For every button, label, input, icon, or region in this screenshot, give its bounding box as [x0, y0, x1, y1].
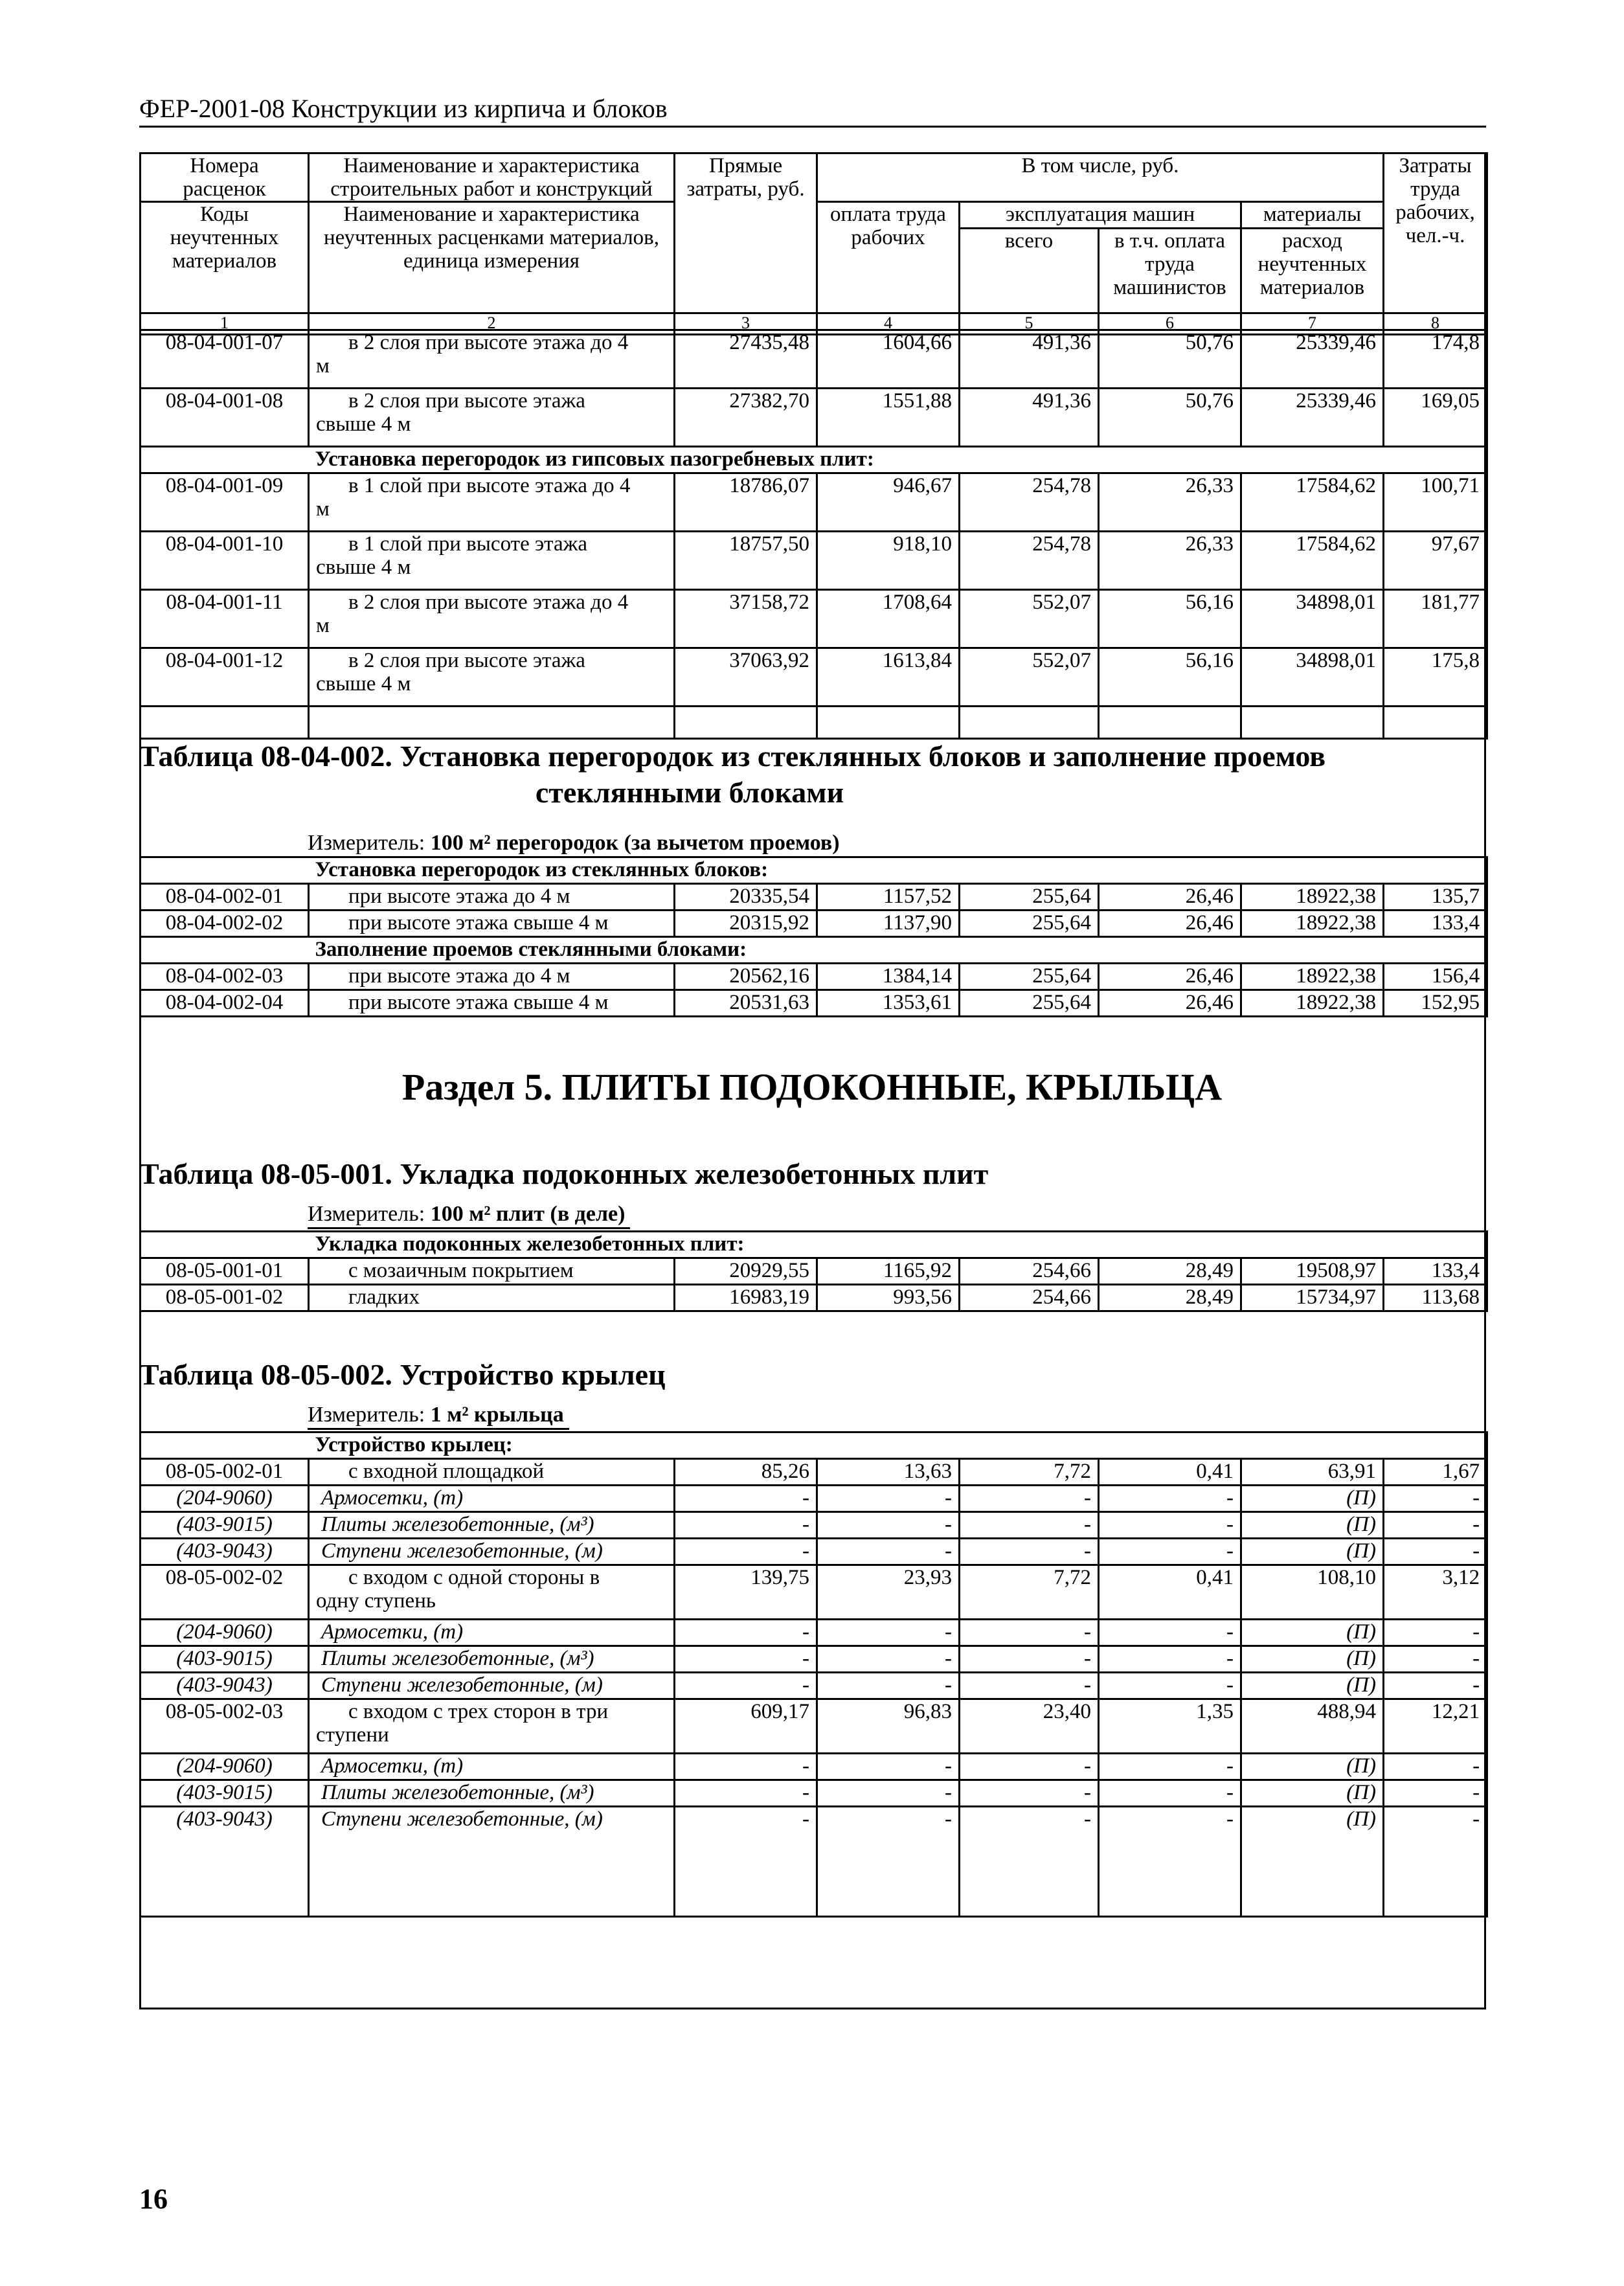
machinists-pay-value: 26,46: [1099, 990, 1241, 1017]
material-code: (204-9060): [141, 1754, 309, 1780]
material-row: [141, 1673, 1487, 1699]
subheader-text: Установка перегородок из гипсовых пазогребневых плит:: [309, 447, 1487, 473]
labor-cost-value: 12,21: [1384, 1699, 1487, 1754]
direct-costs-value: 20531,63: [675, 990, 817, 1017]
material-value: -: [1384, 1620, 1487, 1646]
machines-total-value: 552,07: [960, 590, 1099, 648]
header-machines: эксплуатация машин: [960, 202, 1241, 229]
header-including: В том числе, руб.: [817, 153, 1384, 202]
machines-total-value: 23,40: [960, 1699, 1099, 1754]
column-number: 5: [960, 313, 1099, 335]
header-code-bottom: Коды неучтенных материалов: [141, 202, 309, 313]
header-name-top: Наименование и характеристика строительных работ и конструкций: [309, 153, 675, 202]
machinists-pay-value: 26,46: [1099, 911, 1241, 937]
direct-costs-value: 20315,92: [675, 911, 817, 937]
header-code-top: Номера расценок: [141, 153, 309, 202]
rate-name: при высоте этажа до 4 м: [309, 964, 675, 990]
direct-costs-value: 18757,50: [675, 532, 817, 590]
machines-total-value: 255,64: [960, 990, 1099, 1017]
material-value: -: [960, 1486, 1099, 1512]
rate-code: 08-04-001-12: [141, 648, 309, 707]
material-value: (П): [1241, 1807, 1384, 1917]
table-row: [141, 532, 1487, 590]
rate-name-line: в 1 слой при высоте этажа до 4: [348, 474, 631, 497]
materials-value: 25339,46: [1241, 330, 1384, 389]
rate-name: с мозаичным покрытием: [309, 1258, 675, 1285]
material-row: [141, 1620, 1487, 1646]
table-row: [141, 473, 1487, 532]
material-row: [141, 1807, 1487, 1917]
rate-name-line: м: [316, 614, 330, 637]
subheader-text: Устройство крылец:: [309, 1432, 1487, 1459]
labor-pay-value: 13,63: [817, 1459, 960, 1486]
labor-cost-value: 135,7: [1384, 884, 1487, 911]
measure-value: 100 м² плит (в деле): [430, 1202, 626, 1226]
rate-code: 08-04-002-01: [141, 884, 309, 911]
labor-cost-value: 175,8: [1384, 648, 1487, 707]
material-name: Плиты железобетонные, (м³): [309, 1780, 675, 1807]
material-value: -: [1099, 1646, 1241, 1673]
material-value: -: [1099, 1673, 1241, 1699]
material-value: (П): [1241, 1539, 1384, 1565]
measure-unit: [308, 830, 845, 858]
section-title: Раздел 5. ПЛИТЫ ПОДОКОННЫЕ, КРЫЛЬЦА: [401, 1066, 1223, 1108]
material-code: (403-9015): [141, 1780, 309, 1807]
table-title-0805002: Таблица 08-05-002. Устройство крылец: [139, 1358, 666, 1391]
material-value: -: [817, 1754, 960, 1780]
column-number: 7: [1241, 313, 1384, 335]
machinists-pay-value: 56,16: [1099, 648, 1241, 707]
column-number: 4: [817, 313, 960, 335]
rate-name: при высоте этажа до 4 м: [309, 884, 675, 911]
material-value: -: [1384, 1512, 1487, 1539]
table-title-0804002: [139, 738, 1325, 811]
measure-value: 1 м² крыльца: [430, 1403, 564, 1427]
rate-name-line: м: [316, 354, 330, 378]
measure-prefix: Измеритель:: [308, 1202, 431, 1226]
material-row: [141, 1754, 1487, 1780]
machinists-pay-value: 28,49: [1099, 1258, 1241, 1285]
material-value: (П): [1241, 1620, 1384, 1646]
material-value: -: [1099, 1807, 1241, 1917]
material-value: -: [1099, 1512, 1241, 1539]
machinists-pay-value: 26,33: [1099, 473, 1241, 532]
measure-value: 100 м² перегородок (за вычетом проемов): [430, 831, 840, 855]
rates-table-0804001: [139, 329, 1488, 740]
labor-pay-value: 1353,61: [817, 990, 960, 1017]
machines-total-value: 255,64: [960, 911, 1099, 937]
rate-name: [309, 330, 675, 389]
table-title-line: стеклянными блоками: [535, 776, 844, 809]
subheader-row: [141, 937, 1487, 964]
material-code: (204-9060): [141, 1486, 309, 1512]
material-code: (403-9043): [141, 1673, 309, 1699]
rate-name-line: в 2 слоя при высоте этажа до 4: [348, 331, 629, 354]
rate-name-line: одну ступень: [316, 1589, 436, 1613]
material-value: -: [675, 1646, 817, 1673]
material-value: -: [817, 1673, 960, 1699]
material-name: Армосетки, (т): [309, 1486, 675, 1512]
rate-name: [309, 648, 675, 707]
rate-code: 08-04-001-08: [141, 389, 309, 447]
rate-code: 08-05-001-01: [141, 1258, 309, 1285]
machinists-pay-value: 26,46: [1099, 884, 1241, 911]
material-value: -: [960, 1754, 1099, 1780]
material-value: -: [817, 1807, 960, 1917]
spacer-row: [141, 707, 1487, 739]
material-value: -: [1384, 1780, 1487, 1807]
rates-table-0805002: [139, 1431, 1488, 1918]
labor-pay-value: 918,10: [817, 532, 960, 590]
rate-code: 08-04-001-11: [141, 590, 309, 648]
labor-pay-value: 1551,88: [817, 389, 960, 447]
labor-pay-value: 946,67: [817, 473, 960, 532]
materials-value: 15734,97: [1241, 1285, 1384, 1311]
labor-pay-value: 1604,66: [817, 330, 960, 389]
labor-cost-value: 133,4: [1384, 1258, 1487, 1285]
machines-total-value: 7,72: [960, 1459, 1099, 1486]
machines-total-value: 491,36: [960, 389, 1099, 447]
machines-total-value: 255,64: [960, 964, 1099, 990]
labor-pay-value: 993,56: [817, 1285, 960, 1311]
machinists-pay-value: 0,41: [1099, 1459, 1241, 1486]
table-row: [141, 1565, 1487, 1620]
rate-name-line: с входной площадкой: [348, 1460, 545, 1483]
materials-value: 63,91: [1241, 1459, 1384, 1486]
material-value: (П): [1241, 1512, 1384, 1539]
machinists-pay-value: 0,41: [1099, 1565, 1241, 1620]
table-row: [141, 990, 1487, 1017]
header-machinists-pay: в т.ч. оплата труда машинистов: [1099, 229, 1241, 313]
rate-code: 08-05-002-03: [141, 1699, 309, 1754]
material-value: -: [675, 1620, 817, 1646]
rate-code: 08-05-001-02: [141, 1285, 309, 1311]
table-row: [141, 1258, 1487, 1285]
labor-pay-value: 23,93: [817, 1565, 960, 1620]
table-row: [141, 330, 1487, 389]
machinists-pay-value: 28,49: [1099, 1285, 1241, 1311]
direct-costs-value: 20335,54: [675, 884, 817, 911]
rate-name-line: с входом с одной стороны в: [348, 1566, 600, 1589]
materials-value: 34898,01: [1241, 648, 1384, 707]
direct-costs-value: 37063,92: [675, 648, 817, 707]
material-code: (403-9015): [141, 1512, 309, 1539]
labor-cost-value: 113,68: [1384, 1285, 1487, 1311]
rate-name: при высоте этажа свыше 4 м: [309, 990, 675, 1017]
table-title-line: Таблица 08-04-002. Установка перегородок из стеклянных блоков и заполнение проемов: [139, 740, 1326, 773]
page-number: 16: [139, 2183, 168, 2215]
material-value: -: [817, 1486, 960, 1512]
rate-code: 08-04-001-09: [141, 473, 309, 532]
materials-value: 488,94: [1241, 1699, 1384, 1754]
rate-code: 08-05-002-02: [141, 1565, 309, 1620]
labor-cost-value: 169,05: [1384, 389, 1487, 447]
machines-total-value: 254,66: [960, 1258, 1099, 1285]
material-code: (204-9060): [141, 1620, 309, 1646]
labor-pay-value: 1613,84: [817, 648, 960, 707]
machinists-pay-value: 50,76: [1099, 330, 1241, 389]
material-name: Ступени железобетонные, (м): [309, 1539, 675, 1565]
machines-total-value: 552,07: [960, 648, 1099, 707]
material-value: -: [817, 1646, 960, 1673]
material-value: -: [960, 1673, 1099, 1699]
column-number: 6: [1099, 313, 1241, 335]
material-row: [141, 1780, 1487, 1807]
subheader-text: Заполнение проемов стеклянными блоками:: [309, 937, 1487, 964]
material-value: -: [817, 1512, 960, 1539]
measure-unit: [308, 1402, 569, 1430]
labor-pay-value: 1157,52: [817, 884, 960, 911]
material-value: -: [1099, 1754, 1241, 1780]
material-value: -: [960, 1646, 1099, 1673]
material-value: (П): [1241, 1780, 1384, 1807]
material-value: (П): [1241, 1486, 1384, 1512]
material-value: -: [1384, 1754, 1487, 1780]
material-code: (403-9043): [141, 1539, 309, 1565]
material-value: (П): [1241, 1646, 1384, 1673]
material-value: -: [817, 1539, 960, 1565]
column-number: 2: [309, 313, 675, 335]
direct-costs-value: 18786,07: [675, 473, 817, 532]
subheader-row: [141, 1232, 1487, 1258]
material-value: -: [675, 1780, 817, 1807]
machinists-pay-value: 26,33: [1099, 532, 1241, 590]
material-value: -: [1099, 1486, 1241, 1512]
rate-name: [309, 590, 675, 648]
page-header: ФЕР-2001-08 Конструкции из кирпича и блоков: [139, 92, 1486, 128]
labor-pay-value: 96,83: [817, 1699, 960, 1754]
material-value: -: [960, 1807, 1099, 1917]
rate-name: при высоте этажа свыше 4 м: [309, 911, 675, 937]
material-value: -: [960, 1539, 1099, 1565]
header-machines-total: всего: [960, 229, 1099, 313]
rate-name: [309, 1459, 675, 1486]
material-value: -: [675, 1539, 817, 1565]
material-row: [141, 1512, 1487, 1539]
rate-name-line: ступени: [316, 1723, 389, 1747]
subheader-row: [141, 447, 1487, 473]
rate-name: гладких: [309, 1285, 675, 1311]
materials-value: 19508,97: [1241, 1258, 1384, 1285]
table-row: [141, 1459, 1487, 1486]
measure-prefix: Измеритель:: [308, 1403, 431, 1427]
material-name: Плиты железобетонные, (м³): [309, 1646, 675, 1673]
labor-pay-value: 1137,90: [817, 911, 960, 937]
machines-total-value: 255,64: [960, 884, 1099, 911]
direct-costs-value: 139,75: [675, 1565, 817, 1620]
rate-name-line: в 2 слоя при высоте этажа до 4: [348, 591, 629, 614]
direct-costs-value: 20562,16: [675, 964, 817, 990]
material-code: (403-9043): [141, 1807, 309, 1917]
labor-cost-value: 133,4: [1384, 911, 1487, 937]
machinists-pay-value: 1,35: [1099, 1699, 1241, 1754]
rate-name: [309, 532, 675, 590]
subheader-text: Укладка подоконных железобетонных плит:: [309, 1232, 1487, 1258]
table-row: [141, 884, 1487, 911]
material-value: -: [1384, 1486, 1487, 1512]
rate-name-line: в 2 слоя при высоте этажа: [348, 649, 585, 672]
material-value: -: [960, 1780, 1099, 1807]
labor-cost-value: 156,4: [1384, 964, 1487, 990]
rate-code: 08-04-002-04: [141, 990, 309, 1017]
direct-costs-value: 37158,72: [675, 590, 817, 648]
labor-pay-value: 1708,64: [817, 590, 960, 648]
material-value: -: [1099, 1620, 1241, 1646]
table-row: [141, 590, 1487, 648]
materials-value: 34898,01: [1241, 590, 1384, 648]
material-value: -: [675, 1673, 817, 1699]
rate-code: 08-04-001-10: [141, 532, 309, 590]
materials-value: 18922,38: [1241, 990, 1384, 1017]
material-value: (П): [1241, 1754, 1384, 1780]
rate-name: [309, 1699, 675, 1754]
rate-name-line: в 1 слой при высоте этажа: [348, 532, 588, 556]
column-number: 3: [675, 313, 817, 335]
material-value: -: [960, 1620, 1099, 1646]
table-row: [141, 1285, 1487, 1311]
material-name: Армосетки, (т): [309, 1620, 675, 1646]
table-row: [141, 964, 1487, 990]
labor-cost-value: 174,8: [1384, 330, 1487, 389]
header-materials: материалы: [1241, 202, 1384, 229]
material-value: -: [675, 1754, 817, 1780]
material-name: Ступени железобетонные, (м): [309, 1807, 675, 1917]
materials-value: 108,10: [1241, 1565, 1384, 1620]
direct-costs-value: 609,17: [675, 1699, 817, 1754]
labor-cost-value: 152,95: [1384, 990, 1487, 1017]
material-row: [141, 1539, 1487, 1565]
labor-cost-value: 1,67: [1384, 1459, 1487, 1486]
direct-costs-value: 27435,48: [675, 330, 817, 389]
rate-code: 08-04-002-03: [141, 964, 309, 990]
direct-costs-value: 85,26: [675, 1459, 817, 1486]
labor-pay-value: 1165,92: [817, 1258, 960, 1285]
machines-total-value: 254,78: [960, 473, 1099, 532]
machinists-pay-value: 56,16: [1099, 590, 1241, 648]
rate-name-line: в 2 слоя при высоте этажа: [348, 389, 585, 413]
rate-name-line: м: [316, 497, 330, 521]
material-value: -: [675, 1486, 817, 1512]
column-number: 1: [141, 313, 309, 335]
material-value: -: [675, 1512, 817, 1539]
rate-name-line: свыше 4 м: [316, 672, 411, 696]
material-value: -: [1099, 1780, 1241, 1807]
materials-value: 18922,38: [1241, 964, 1384, 990]
material-name: Плиты железобетонные, (м³): [309, 1512, 675, 1539]
rate-name: [309, 473, 675, 532]
materials-value: 17584,62: [1241, 473, 1384, 532]
table-row: [141, 1699, 1487, 1754]
labor-cost-value: 100,71: [1384, 473, 1487, 532]
header-materials-unaccounted: расход неучтенных материалов: [1241, 229, 1384, 313]
subheader-row: [141, 1432, 1487, 1459]
table-row: [141, 648, 1487, 707]
material-value: -: [1099, 1539, 1241, 1565]
material-value: -: [1384, 1539, 1487, 1565]
materials-value: 25339,46: [1241, 389, 1384, 447]
direct-costs-value: 20929,55: [675, 1258, 817, 1285]
material-value: (П): [1241, 1673, 1384, 1699]
material-code: (403-9015): [141, 1646, 309, 1673]
subheader-row: [141, 857, 1487, 884]
table-row: [141, 911, 1487, 937]
column-header-table: [139, 152, 1488, 335]
rate-name: [309, 1565, 675, 1620]
rates-table-0804002: [139, 856, 1488, 1017]
machines-total-value: 7,72: [960, 1565, 1099, 1620]
labor-cost-value: 3,12: [1384, 1565, 1487, 1620]
table-row: [141, 389, 1487, 447]
labor-pay-value: 1384,14: [817, 964, 960, 990]
material-value: -: [960, 1512, 1099, 1539]
machines-total-value: 491,36: [960, 330, 1099, 389]
rate-name-line: свыше 4 м: [316, 413, 411, 436]
machines-total-value: 254,66: [960, 1285, 1099, 1311]
material-name: Ступени железобетонные, (м): [309, 1673, 675, 1699]
header-labor-cost: Затраты труда рабочих, чел.-ч.: [1384, 153, 1487, 313]
material-row: [141, 1646, 1487, 1673]
labor-cost-value: 97,67: [1384, 532, 1487, 590]
materials-value: 17584,62: [1241, 532, 1384, 590]
materials-value: 18922,38: [1241, 884, 1384, 911]
rate-code: 08-04-002-02: [141, 911, 309, 937]
labor-cost-value: 181,77: [1384, 590, 1487, 648]
direct-costs-value: 27382,70: [675, 389, 817, 447]
measure-prefix: Измеритель:: [308, 831, 431, 855]
machinists-pay-value: 50,76: [1099, 389, 1241, 447]
column-number: 8: [1384, 313, 1487, 335]
header-labor-pay: оплата труда рабочих: [817, 202, 960, 313]
material-name: Армосетки, (т): [309, 1754, 675, 1780]
material-value: -: [1384, 1807, 1487, 1917]
material-value: -: [817, 1620, 960, 1646]
direct-costs-value: 16983,19: [675, 1285, 817, 1311]
measure-unit: [308, 1201, 630, 1229]
subheader-text: Установка перегородок из стеклянных блоков:: [309, 857, 1487, 884]
rate-name: [309, 389, 675, 447]
rate-code: 08-04-001-07: [141, 330, 309, 389]
header-direct-costs: Прямые затраты, руб.: [675, 153, 817, 313]
material-row: [141, 1486, 1487, 1512]
table-title-0805001: Таблица 08-05-001. Укладка подоконных железобетонных плит: [139, 1157, 989, 1190]
rate-name-line: с входом с трех сторон в три: [348, 1700, 609, 1723]
material-value: -: [675, 1807, 817, 1917]
machines-total-value: 254,78: [960, 532, 1099, 590]
machinists-pay-value: 26,46: [1099, 964, 1241, 990]
material-value: -: [1384, 1673, 1487, 1699]
material-value: -: [817, 1780, 960, 1807]
rates-table-0805001: [139, 1230, 1488, 1312]
material-value: -: [1384, 1646, 1487, 1673]
rate-name-line: свыше 4 м: [316, 556, 411, 579]
header-name-bottom: Наименование и характеристика неучтенных расценками материалов, единица измерения: [309, 202, 675, 313]
materials-value: 18922,38: [1241, 911, 1384, 937]
rate-code: 08-05-002-01: [141, 1459, 309, 1486]
